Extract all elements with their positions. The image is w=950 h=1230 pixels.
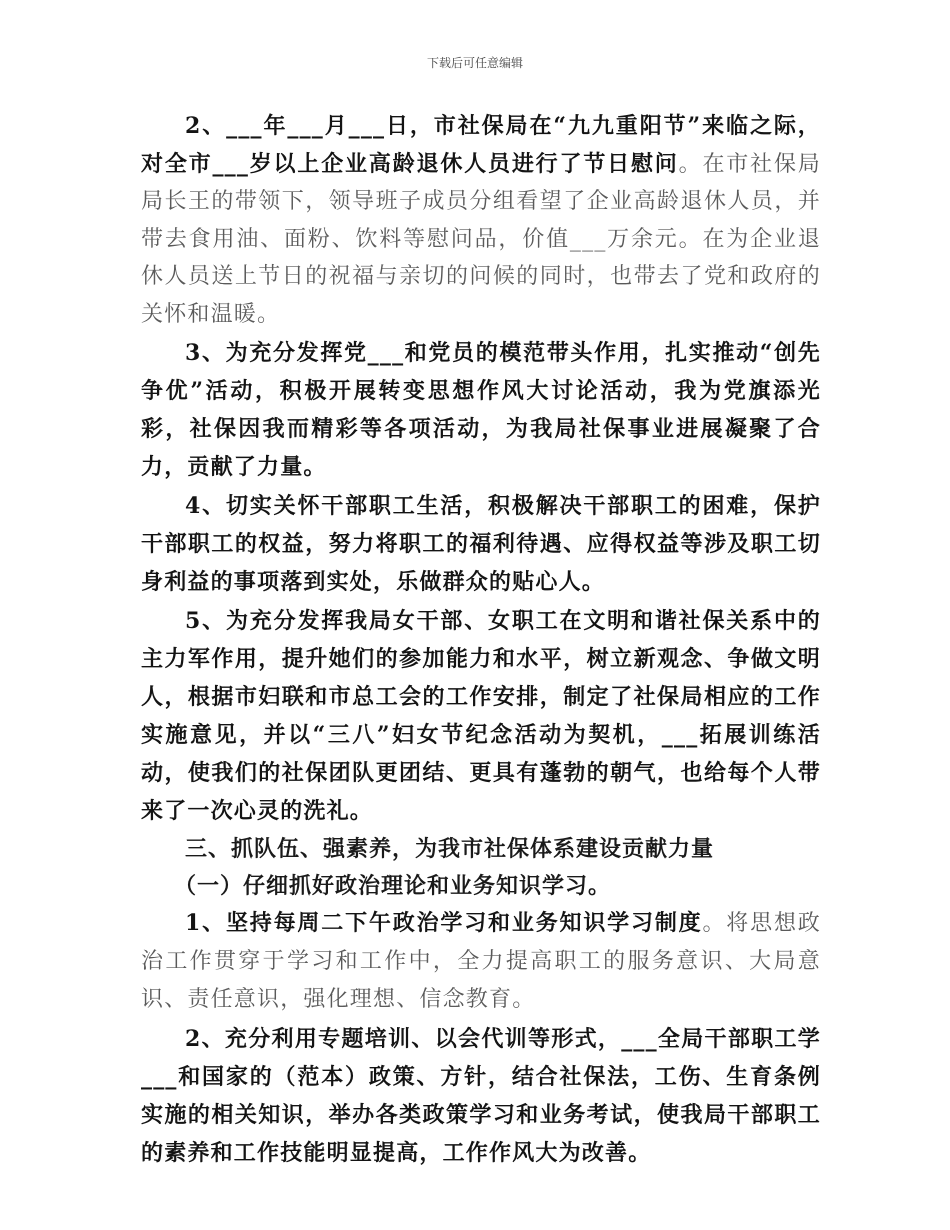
section-3-heading: 三、抓队伍、强素养，为我市社保体系建设贡献力量 <box>185 836 715 862</box>
document-body <box>141 108 821 1173</box>
study-item-1-normal-text: 。将思想政治工作贯穿于学习和工作中，全力提高职工的服务意识、大局意识、责任意识，强化理想、信念教育。 <box>141 911 821 1012</box>
paragraph-5: 5、为充分发挥我局女干部、女职工在文明和谐社保关系中的主力军作用，提升她们的参加能力和水平，树立新观念、争做文明人，根据市妇联和市总工会的工作安排，制定了社保局相应的工作实施意见，并以“三八”妇女节纪念活动为契机，___拓展训练活动，使我们的社保团队更团结、更具有蓬勃的朝气，也给每个人带来了一次心灵的洗礼。 <box>141 608 821 824</box>
study-item-1-bold-text: 1、坚持每周二下午政治学习和业务知识学习制度 <box>185 910 703 936</box>
subsection-1-heading: （一）仔细抓好政治理论和业务知识学习。 <box>174 873 612 899</box>
study-item-1 <box>141 904 821 1019</box>
paragraph-3: 3、为充分发挥党___和党员的模范带头作用，扎实推动“创先争优”活动，积极开展转变思想作风大讨论活动，我为党旗添光彩，社保因我而精彩等各项活动，为我局社保事业进展凝聚了合力，贡献了力量。 <box>141 340 821 480</box>
paragraph-2 <box>141 108 821 333</box>
paragraph-2-bold-text: 2、___年___月___日，市社保局在“九九重阳节”来临之际，对全市___岁以上企业高龄退休人员进行了节日慰问 <box>141 113 821 177</box>
page-header: 下载后可任意编辑 <box>426 56 523 70</box>
study-item-2: 2、充分利用专题培训、以会代训等形式，___全局干部职工学___和国家的（范本）政策、方针，结合社保法，工伤、生育条例实施的相关知识，举办各类政策学习和业务考试，使我局干部职工的素养和工作技能明显提高，工作作风大为改善。 <box>141 1026 821 1166</box>
paragraph-2-normal-text: 。在市社保局局长王的带领下，领导班子成员分组看望了企业高龄退休人员，并带去食用油、面粉、饮料等慰问品，价值___万余元。在为企业退休人员送上节日的祝福与亲切的问候的同时，也带去了党和政府的关怀和温暖。 <box>141 151 821 327</box>
paragraph-4: 4、切实关怀干部职工生活，积极解决干部职工的困难，保护干部职工的权益，努力将职工的福利待遇、应得权益等涉及职工切身利益的事项落到实处，乐做群众的贴心人。 <box>141 493 821 595</box>
